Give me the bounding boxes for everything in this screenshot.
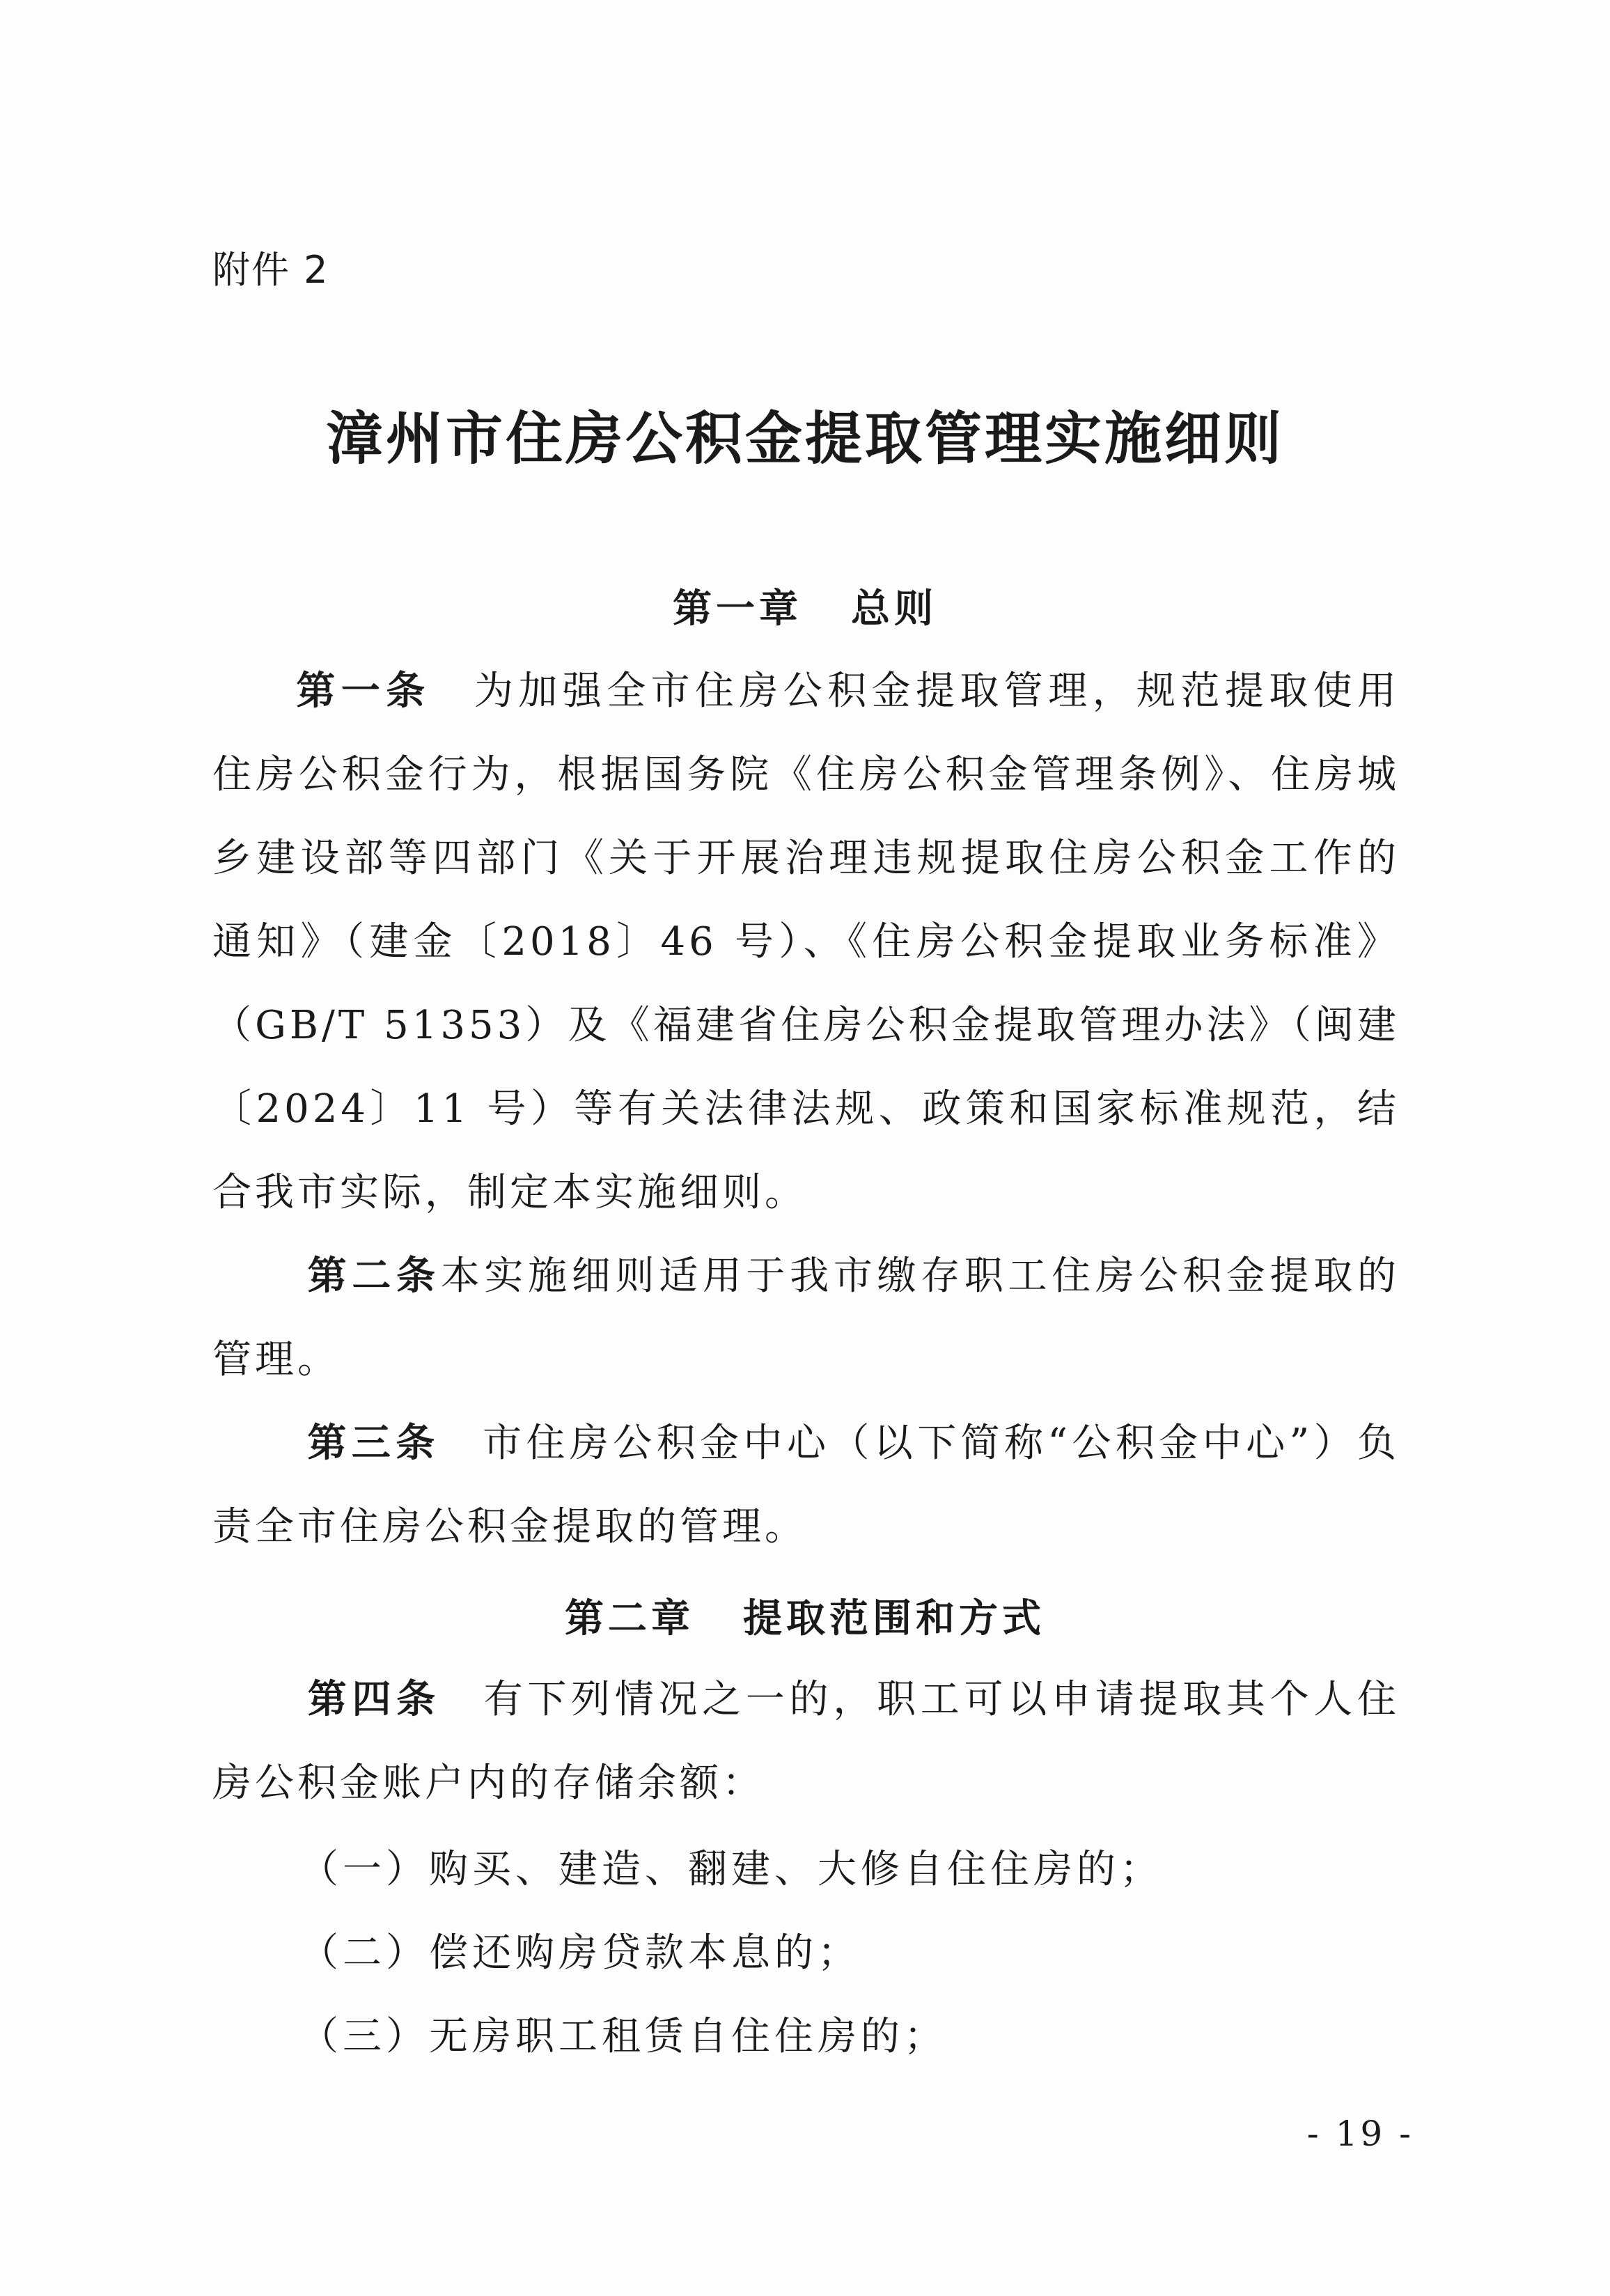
page-number: - 19 - — [1306, 2114, 1414, 2154]
article-number: 第四条 — [306, 1676, 441, 1722]
article-2 — [212, 1234, 1400, 1401]
chapter-number: 第二章 — [565, 1595, 694, 1641]
chapter-name: 总则 — [851, 586, 937, 632]
article-number: 第二条 — [306, 1253, 441, 1299]
list-item: （三）无房职工租赁自住住房的； — [299, 2014, 947, 2059]
article-text: 本实施细则适用于我市缴存职工住房公积金提取的管理。 — [212, 1254, 1400, 1382]
chapter-heading-2 — [0, 1588, 1610, 1643]
article-text: 为加强全市住房公积金提取管理，规范提取使用住房公积金行为，根据国务院《住房公积金管理条例》、住房城乡建设部等四部门《关于开展治理违规提取住房公积金工作的通知》（建金〔2018〕46 号）、《住房公积金提取业务标准》（GB/T 51353）及《福建省住房公积金提取管理办法》（闽建〔2024〕11 号）等有关法律法规、政策和国家标准规范，结合我市实际，制定本实施细则。 — [212, 669, 1400, 1215]
chapter-name: 提取范围和方式 — [743, 1595, 1045, 1641]
list-item: （一）购买、建造、翻建、大修自住住房的； — [299, 1847, 1163, 1892]
article-3 — [212, 1401, 1400, 1568]
article-text: 市住房公积金中心（以下简称“公积金中心”）负责全市住房公积金提取的管理。 — [212, 1421, 1400, 1549]
document-title: 漳州市住房公积金提取管理实施细则 — [325, 405, 1284, 472]
article-1 — [212, 649, 1400, 1234]
article-text: 有下列情况之一的，职工可以申请提取其个人住房公积金账户内的存储余额： — [212, 1677, 1400, 1806]
list-item: （二）偿还购房贷款本息的； — [299, 1930, 861, 1976]
chapter-heading-1 — [0, 578, 1610, 634]
article-4 — [212, 1657, 1400, 1825]
chapter-number: 第一章 — [673, 586, 802, 632]
attachment-label: 附件 2 — [212, 248, 329, 292]
article-number: 第一条 — [295, 668, 431, 714]
article-number: 第三条 — [306, 1420, 440, 1466]
